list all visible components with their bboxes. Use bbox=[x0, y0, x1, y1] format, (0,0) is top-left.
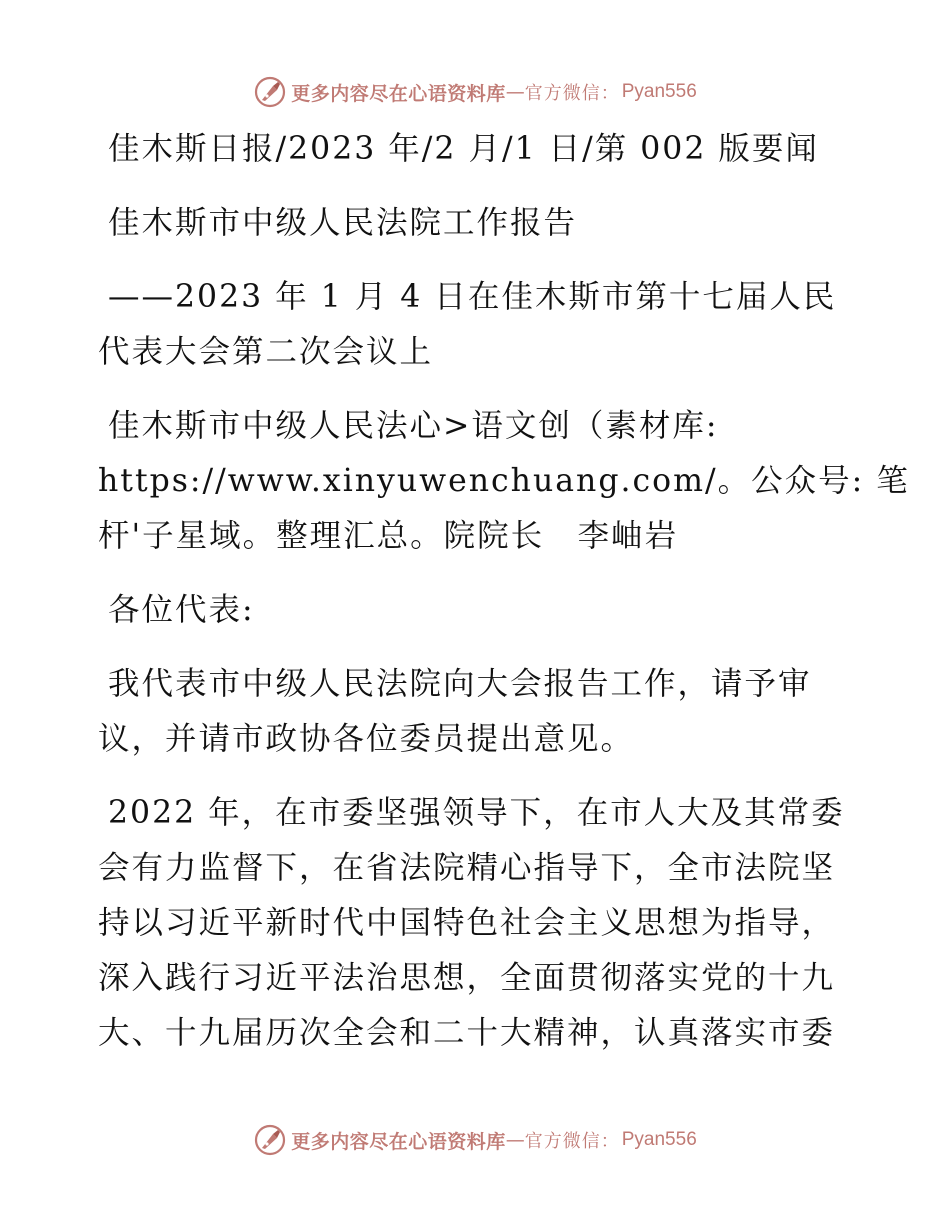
author-line: 佳木斯市中级人民法心>语文创（素材库: bbox=[108, 408, 719, 444]
paragraph-line: 持以习近平新时代中国特色社会主义思想为指导， bbox=[98, 905, 836, 941]
pen-nib-logo-icon bbox=[253, 1123, 287, 1157]
banner-text: 更多内容尽在心语资料库 bbox=[291, 82, 506, 105]
header-banner bbox=[0, 72, 950, 112]
banner-separator: — bbox=[505, 81, 525, 103]
salutation: 各位代表: bbox=[108, 592, 255, 628]
paragraph-line: 2022 年，在市委坚强领导下，在市人大及其常委 bbox=[108, 795, 845, 831]
report-title: 佳木斯市中级人民法院工作报告 bbox=[108, 205, 578, 241]
banner-wechat-label: 官方微信： bbox=[524, 1131, 620, 1152]
banner-text: 更多内容尽在心语资料库 bbox=[291, 1130, 506, 1153]
paragraph-line: 深入践行习近平法治思想，全面贯彻落实党的十九 bbox=[98, 960, 836, 996]
author-line: https://www.xinyuwenchuang.com/。公众号: 笔 bbox=[98, 463, 910, 499]
author-line: 杆'子星域。整理汇总。院院长 李岫岩 bbox=[98, 518, 679, 554]
pen-nib-logo-icon bbox=[253, 75, 287, 109]
paragraph-line: 议，并请市政协各位委员提出意见。 bbox=[98, 721, 635, 757]
banner-wechat-label: 官方微信： bbox=[524, 83, 620, 104]
subtitle-line: 代表大会第二次会议上 bbox=[98, 334, 434, 370]
source-line: 佳木斯日报/2023 年/2 月/1 日/第 002 版要闻 bbox=[108, 131, 819, 167]
paragraph-line: 大、十九届历次全会和二十大精神，认真落实市委 bbox=[98, 1015, 836, 1051]
banner-separator: — bbox=[505, 1129, 525, 1151]
paragraph-line: 我代表市中级人民法院向大会报告工作，请予审 bbox=[108, 666, 812, 702]
banner-wechat-id: Pyan556 bbox=[621, 1129, 697, 1150]
banner-wechat-id: Pyan556 bbox=[621, 81, 697, 102]
paragraph-line: 会有力监督下，在省法院精心指导下，全市法院坚 bbox=[98, 850, 836, 886]
footer-banner bbox=[0, 1120, 950, 1160]
document-body bbox=[98, 122, 910, 1061]
subtitle-line: ——2023 年 1 月 4 日在佳木斯市第十七届人民 bbox=[108, 279, 837, 315]
